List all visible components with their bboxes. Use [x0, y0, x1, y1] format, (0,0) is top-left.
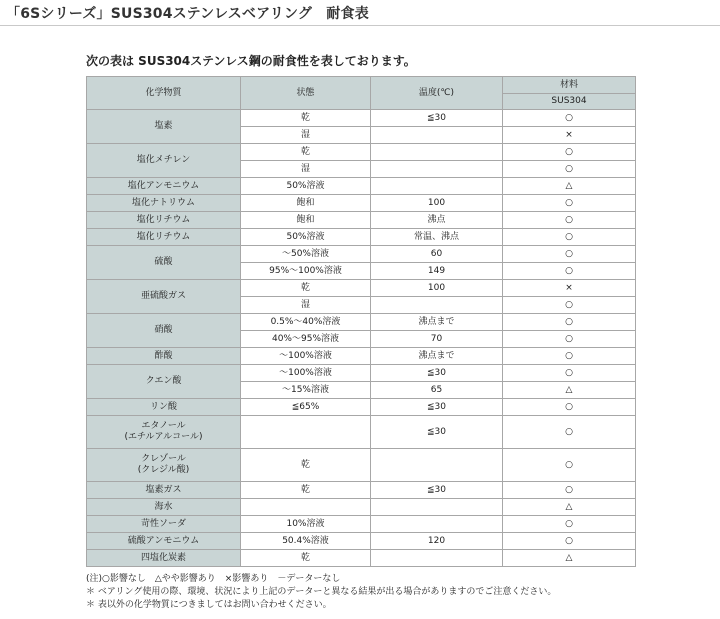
table-row	[87, 212, 636, 229]
temperature-cell: ≦30	[371, 365, 503, 382]
header-temperature: 温度(℃)	[371, 77, 503, 110]
sus304-result-cell: ○	[503, 348, 636, 365]
state-cell: 10%溶液	[241, 516, 371, 533]
table-body	[87, 110, 636, 567]
table-header-row	[87, 77, 636, 94]
temperature-cell: ≦30	[371, 110, 503, 127]
chemical-name-cell: 塩化ナトリウム	[87, 195, 241, 212]
state-cell: 乾	[241, 550, 371, 567]
sus304-result-cell: △	[503, 382, 636, 399]
temperature-cell	[371, 127, 503, 144]
temperature-cell	[371, 297, 503, 314]
sus304-result-cell: ○	[503, 212, 636, 229]
chemical-name-cell: 苛性ソーダ	[87, 516, 241, 533]
footnotes	[86, 573, 556, 612]
temperature-cell: 沸点まで	[371, 348, 503, 365]
chemical-name-cell: 塩化リチウム	[87, 212, 241, 229]
sus304-result-cell: ○	[503, 229, 636, 246]
state-cell: 95%～100%溶液	[241, 263, 371, 280]
table-row	[87, 516, 636, 533]
chemical-name-cell: クレゾール (クレジル酸)	[87, 449, 241, 482]
chemical-name-cell: 硫酸アンモニウム	[87, 533, 241, 550]
temperature-cell	[371, 499, 503, 516]
state-cell: 50%溶液	[241, 178, 371, 195]
temperature-cell: 65	[371, 382, 503, 399]
table-row	[87, 348, 636, 365]
sus304-result-cell: ○	[503, 144, 636, 161]
header-chemical: 化学物質	[87, 77, 241, 110]
temperature-cell	[371, 144, 503, 161]
state-cell: ≦65%	[241, 399, 371, 416]
chemical-name-cell: リン酸	[87, 399, 241, 416]
table-row	[87, 229, 636, 246]
state-cell	[241, 499, 371, 516]
temperature-cell: 70	[371, 331, 503, 348]
temperature-cell	[371, 550, 503, 567]
temperature-cell: 149	[371, 263, 503, 280]
temperature-cell: 120	[371, 533, 503, 550]
temperature-cell: ≦30	[371, 399, 503, 416]
header-sus304: SUS304	[503, 94, 636, 110]
table-row	[87, 499, 636, 516]
table-row	[87, 178, 636, 195]
table-row	[87, 195, 636, 212]
temperature-cell	[371, 178, 503, 195]
sus304-result-cell: △	[503, 499, 636, 516]
table-row	[87, 533, 636, 550]
legend-note: (注)○影響なし △やや影響あり ×影響あり －データーなし	[86, 574, 341, 584]
temperature-cell: 常温、沸点	[371, 229, 503, 246]
header-material: 材料	[503, 77, 636, 94]
temperature-cell: 沸点	[371, 212, 503, 229]
table-row	[87, 482, 636, 499]
state-cell: ～100%溶液	[241, 348, 371, 365]
temperature-cell: 100	[371, 195, 503, 212]
sus304-result-cell: ○	[503, 365, 636, 382]
state-cell: ～15%溶液	[241, 382, 371, 399]
state-cell: 50.4%溶液	[241, 533, 371, 550]
inquiry-note: ＊ 表以外の化学物質につきましてはお問い合わせください。	[86, 600, 332, 610]
state-cell: 40%～95%溶液	[241, 331, 371, 348]
chemical-name-cell: 四塩化炭素	[87, 550, 241, 567]
state-cell: 乾	[241, 110, 371, 127]
temperature-cell	[371, 161, 503, 178]
sus304-result-cell: ○	[503, 161, 636, 178]
caution-note: ＊ ベアリング使用の際、環境、状況により上記のデーターと異なる結果が出る場合がありますのでご注意ください。	[86, 587, 557, 597]
table-row	[87, 246, 636, 263]
state-cell: 乾	[241, 449, 371, 482]
temperature-cell: 100	[371, 280, 503, 297]
sus304-result-cell: ○	[503, 246, 636, 263]
temperature-cell: ≦30	[371, 482, 503, 499]
chemical-name-cell: 酢酸	[87, 348, 241, 365]
sus304-result-cell: △	[503, 550, 636, 567]
sus304-result-cell: ○	[503, 331, 636, 348]
chemical-name-cell: 塩素	[87, 110, 241, 144]
temperature-cell	[371, 449, 503, 482]
table-row	[87, 280, 636, 297]
temperature-cell	[371, 516, 503, 533]
sus304-result-cell: ○	[503, 195, 636, 212]
table-row	[87, 144, 636, 161]
state-cell: 飽和	[241, 195, 371, 212]
table-row	[87, 314, 636, 331]
table-row	[87, 550, 636, 567]
chemical-name-cell: 硫酸	[87, 246, 241, 280]
temperature-cell: ≦30	[371, 416, 503, 449]
chemical-name-cell: クエン酸	[87, 365, 241, 399]
table-row	[87, 399, 636, 416]
corrosion-resistance-table	[86, 76, 636, 567]
header-state: 状態	[241, 77, 371, 110]
sus304-result-cell: ○	[503, 399, 636, 416]
table-row	[87, 110, 636, 127]
state-cell: 飽和	[241, 212, 371, 229]
sus304-result-cell: ○	[503, 449, 636, 482]
table-row	[87, 416, 636, 449]
state-cell: 50%溶液	[241, 229, 371, 246]
state-cell: ～50%溶液	[241, 246, 371, 263]
chemical-name-cell: 塩化リチウム	[87, 229, 241, 246]
chemical-name-cell: 塩化アンモニウム	[87, 178, 241, 195]
temperature-cell: 沸点まで	[371, 314, 503, 331]
sus304-result-cell: ○	[503, 516, 636, 533]
sus304-result-cell: ○	[503, 110, 636, 127]
sus304-result-cell: △	[503, 178, 636, 195]
state-cell: 乾	[241, 280, 371, 297]
state-cell: ～100%溶液	[241, 365, 371, 382]
state-cell: 0.5%～40%溶液	[241, 314, 371, 331]
sus304-result-cell: ○	[503, 314, 636, 331]
state-cell	[241, 416, 371, 449]
state-cell: 湿	[241, 127, 371, 144]
title-divider	[0, 25, 720, 26]
chemical-name-cell: 塩素ガス	[87, 482, 241, 499]
sus304-result-cell: ○	[503, 482, 636, 499]
table-intro: 次の表は SUS304ステンレス鋼の耐食性を表しております。	[86, 54, 416, 68]
sus304-result-cell: ×	[503, 127, 636, 144]
temperature-cell: 60	[371, 246, 503, 263]
chemical-name-cell: 塩化メチレン	[87, 144, 241, 178]
sus304-result-cell: ○	[503, 533, 636, 550]
sus304-result-cell: ○	[503, 416, 636, 449]
state-cell: 乾	[241, 144, 371, 161]
state-cell: 湿	[241, 297, 371, 314]
sus304-result-cell: ○	[503, 263, 636, 280]
chemical-name-cell: エタノール (エチルアルコール)	[87, 416, 241, 449]
table-row	[87, 449, 636, 482]
sus304-result-cell: ×	[503, 280, 636, 297]
chemical-name-cell: 海水	[87, 499, 241, 516]
chemical-name-cell: 硝酸	[87, 314, 241, 348]
state-cell: 湿	[241, 161, 371, 178]
chemical-name-cell: 亜硫酸ガス	[87, 280, 241, 314]
state-cell: 乾	[241, 482, 371, 499]
sus304-result-cell: ○	[503, 297, 636, 314]
page-title: 「6Sシリーズ」SUS304ステンレスベアリング 耐食表	[6, 6, 369, 22]
table-row	[87, 365, 636, 382]
